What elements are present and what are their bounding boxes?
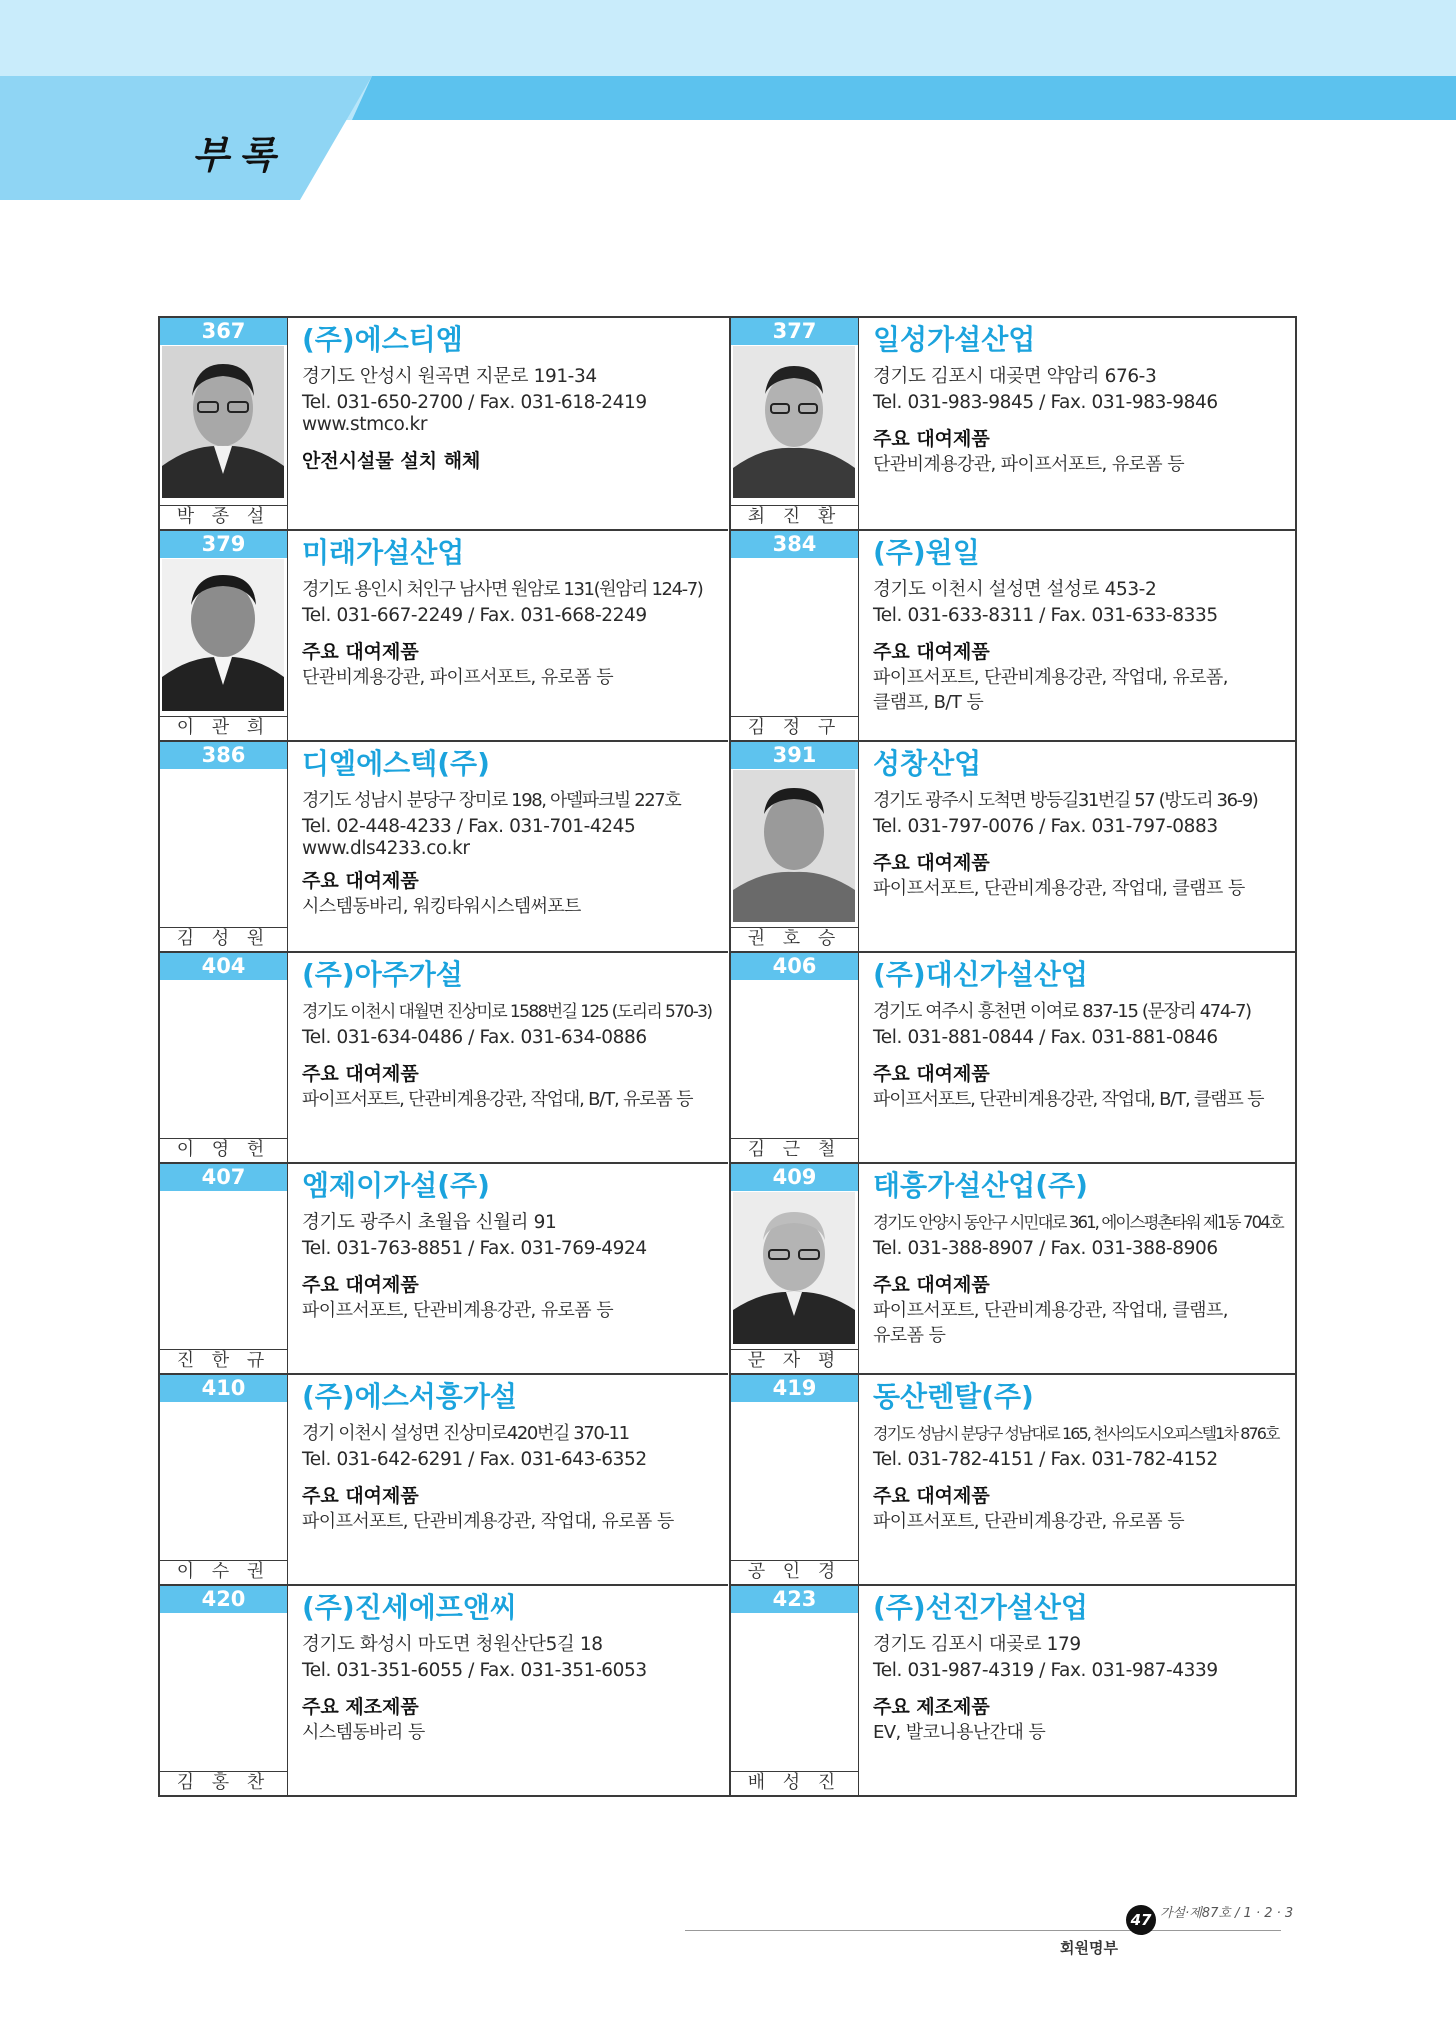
photo-column [731,1586,859,1795]
company-tel-fax: Tel. 031-388-8907 / Fax. 031-388-8906 [873,1238,1218,1259]
member-card [160,951,728,1162]
member-info [873,746,1293,901]
member-person-name: 이 영 헌 [160,1138,287,1162]
member-info [302,1379,722,1534]
company-tel-fax: Tel. 031-987-4319 / Fax. 031-987-4339 [873,1660,1218,1681]
products-list: 시스템동바리, 워킹타워시스템써포트 [302,896,581,917]
member-info [873,322,1293,477]
member-card [729,951,1297,1162]
products-label: 주요 대여제품 [873,1063,990,1085]
member-card [729,740,1297,951]
company-tel-fax: Tel. 031-642-6291 / Fax. 031-643-6352 [302,1449,647,1470]
company-address: 경기도 여주시 흥천면 이여로 837-15 (문장리 474-7) [873,1001,1251,1022]
products-label: 주요 대여제품 [873,852,990,874]
section-title: 부록 [192,133,286,177]
products-list: 파이프서포트, 단관비계용강관, 작업대, 클램프, [873,1300,1228,1321]
member-number: 410 [160,1375,287,1402]
company-name: (주)아주가설 [302,958,463,991]
products-list: EV, 발코니용난간대 등 [873,1722,1046,1743]
company-name: 디엘에스텍(주) [302,747,490,780]
member-person-name: 박 종 설 [160,505,287,529]
photo-column [160,1164,288,1373]
photo-column [731,318,859,529]
photo-column [160,1375,288,1584]
member-person-name: 김 홍 찬 [160,1771,287,1795]
member-card [729,1373,1297,1584]
photo-column [160,318,288,529]
member-photo [733,346,855,498]
company-business: 안전시설물 설치 해체 [302,450,481,472]
member-info [873,1379,1293,1534]
company-address: 경기도 성남시 분당구 장미로 198, 아델파크빌 227호 [302,790,681,811]
company-tel-fax: Tel. 031-881-0844 / Fax. 031-881-0846 [873,1027,1218,1048]
member-info [302,1590,722,1745]
member-info [873,957,1293,1112]
member-person-name: 이 관 희 [160,716,287,740]
company-address: 경기도 안성시 원곡면 지문로 191-34 [302,366,597,387]
photo-column [160,742,288,951]
company-tel-fax: Tel. 031-351-6055 / Fax. 031-351-6053 [302,1660,647,1681]
company-address: 경기도 김포시 대곶면 약암리 676-3 [873,366,1157,387]
company-address: 경기도 김포시 대곶로 179 [873,1634,1081,1655]
products-list: 단관비계용강관, 파이프서포트, 유로폼 등 [873,454,1185,475]
photo-column [160,953,288,1162]
products-label: 주요 대여제품 [873,641,990,663]
company-name: (주)원일 [873,536,980,569]
company-address: 경기도 성남시 분당구 성남대로 165, 천사의도시오피스텔1차 876호 [873,1424,1279,1443]
company-tel-fax: Tel. 031-782-4151 / Fax. 031-782-4152 [873,1449,1218,1470]
member-info [302,535,722,690]
company-tel-fax: Tel. 031-667-2249 / Fax. 031-668-2249 [302,605,647,626]
member-card [160,529,728,740]
company-tel-fax: Tel. 031-633-8311 / Fax. 031-633-8335 [873,605,1218,626]
company-name: 일성가설산업 [873,323,1036,356]
member-card [160,1584,728,1795]
products-list: 파이프서포트, 단관비계용강관, 유로폼 등 [873,1511,1185,1532]
member-person-name: 진 한 규 [160,1349,287,1373]
products-list: 파이프서포트, 단관비계용강관, 작업대, B/T, 유로폼 등 [302,1089,693,1110]
company-name: (주)선진가설산업 [873,1591,1088,1624]
company-address: 경기도 이천시 설성면 설성로 453-2 [873,579,1157,600]
page-number: 47 [1126,1905,1156,1935]
products-list: 파이프서포트, 단관비계용강관, 유로폼 등 [302,1300,614,1321]
member-info [873,535,1293,715]
member-number: 377 [731,318,858,345]
footer-section-label: 회원명부 [1060,1939,1118,1957]
company-name: (주)에스서흥가설 [302,1380,517,1413]
member-person-name: 배 성 진 [731,1771,858,1795]
member-info [302,322,722,474]
company-website[interactable]: www.stmco.kr [302,414,428,435]
products-label: 주요 제조제품 [302,1696,419,1718]
company-tel-fax: Tel. 031-763-8851 / Fax. 031-769-4924 [302,1238,647,1259]
company-tel-fax: Tel. 031-797-0076 / Fax. 031-797-0883 [873,816,1218,837]
member-photo [733,770,855,922]
member-info [873,1590,1293,1745]
issue-info: 가설·제87호 / 1 · 2 · 3 [1160,1906,1294,1921]
member-person-name: 김 근 철 [731,1138,858,1162]
member-photo [162,559,284,711]
company-tel-fax: Tel. 031-650-2700 / Fax. 031-618-2419 [302,392,647,413]
member-number: 419 [731,1375,858,1402]
member-directory [158,316,1297,1797]
member-person-name: 김 정 구 [731,716,858,740]
member-person-name: 이 수 권 [160,1560,287,1584]
company-address: 경기도 광주시 초월읍 신월리 91 [302,1212,557,1233]
member-card [729,1162,1297,1373]
member-number: 379 [160,531,287,558]
products-list: 단관비계용강관, 파이프서포트, 유로폼 등 [302,667,614,688]
member-card [729,529,1297,740]
photo-column [160,531,288,740]
member-number: 367 [160,318,287,345]
member-number: 407 [160,1164,287,1191]
company-name: 엠제이가설(주) [302,1169,490,1202]
member-number: 386 [160,742,287,769]
member-number: 404 [160,953,287,980]
member-person-name: 공 인 경 [731,1560,858,1584]
company-website[interactable]: www.dls4233.co.kr [302,838,470,859]
photo-column [731,953,859,1162]
company-name: 성창산업 [873,747,982,780]
company-name: (주)대신가설산업 [873,958,1088,991]
company-address: 경기도 광주시 도척면 방등길31번길 57 (방도리 36-9) [873,790,1258,811]
member-card [160,740,728,951]
products-label: 주요 대여제품 [302,1063,419,1085]
products-list: 파이프서포트, 단관비계용강관, 작업대, B/T, 클램프 등 [873,1089,1264,1110]
company-tel-fax: Tel. 031-634-0486 / Fax. 031-634-0886 [302,1027,647,1048]
member-card [729,1584,1297,1795]
member-number: 420 [160,1586,287,1613]
company-tel-fax: Tel. 02-448-4233 / Fax. 031-701-4245 [302,816,636,837]
products-list: 파이프서포트, 단관비계용강관, 작업대, 유로폼, [873,667,1228,688]
member-card [160,1162,728,1373]
company-address: 경기 이천시 설성면 진상미로420번길 370-11 [302,1423,629,1444]
member-number: 423 [731,1586,858,1613]
company-address: 경기도 안양시 동안구 시민대로 361, 에이스평촌타워 제1동 704호 [873,1213,1283,1232]
company-name: 동산렌탈(주) [873,1380,1034,1413]
company-address: 경기도 화성시 마도면 청원산단5길 18 [302,1634,603,1655]
company-name: 태흥가설산업(주) [873,1169,1088,1202]
member-photo [162,346,284,498]
products-label: 주요 대여제품 [302,1274,419,1296]
products-label: 주요 대여제품 [873,428,990,450]
products-list-continued: 클램프, B/T 등 [873,692,984,713]
member-card [160,318,728,529]
products-label: 주요 대여제품 [873,1274,990,1296]
photo-column [731,742,859,951]
photo-column [731,1164,859,1373]
footer-rule [685,1930,1281,1931]
products-list: 파이프서포트, 단관비계용강관, 작업대, 클램프 등 [873,878,1245,899]
photo-column [731,531,859,740]
photo-column [160,1586,288,1795]
member-person-name: 김 성 원 [160,927,287,951]
member-number: 391 [731,742,858,769]
products-list-continued: 유로폼 등 [873,1325,946,1346]
member-number: 406 [731,953,858,980]
products-label: 주요 대여제품 [873,1485,990,1507]
member-photo [733,1192,855,1344]
products-label: 주요 제조제품 [873,1696,990,1718]
member-number: 409 [731,1164,858,1191]
member-person-name: 최 진 환 [731,505,858,529]
company-name: (주)에스티엠 [302,323,463,356]
products-list: 시스템동바리 등 [302,1722,425,1743]
member-info [302,1168,722,1323]
photo-column [731,1375,859,1584]
products-label: 주요 대여제품 [302,1485,419,1507]
member-number: 384 [731,531,858,558]
member-info [302,746,722,919]
products-label: 주요 대여제품 [302,641,419,663]
company-address: 경기도 용인시 처인구 남사면 원암로 131(원암리 124-7) [302,579,703,600]
member-card [729,318,1297,529]
company-name: (주)진세에프앤씨 [302,1591,517,1624]
header-band [0,0,1456,215]
company-address: 경기도 이천시 대월면 진상미로 1588번길 125 (도리리 570-3) [302,1002,712,1022]
company-name: 미래가설산업 [302,536,465,569]
member-person-name: 권 호 승 [731,927,858,951]
products-label: 주요 대여제품 [302,870,419,892]
member-info [302,957,722,1112]
member-info [873,1168,1293,1348]
company-tel-fax: Tel. 031-983-9845 / Fax. 031-983-9846 [873,392,1218,413]
products-list: 파이프서포트, 단관비계용강관, 작업대, 유로폼 등 [302,1511,674,1532]
member-card [160,1373,728,1584]
member-person-name: 문 자 평 [731,1349,858,1373]
